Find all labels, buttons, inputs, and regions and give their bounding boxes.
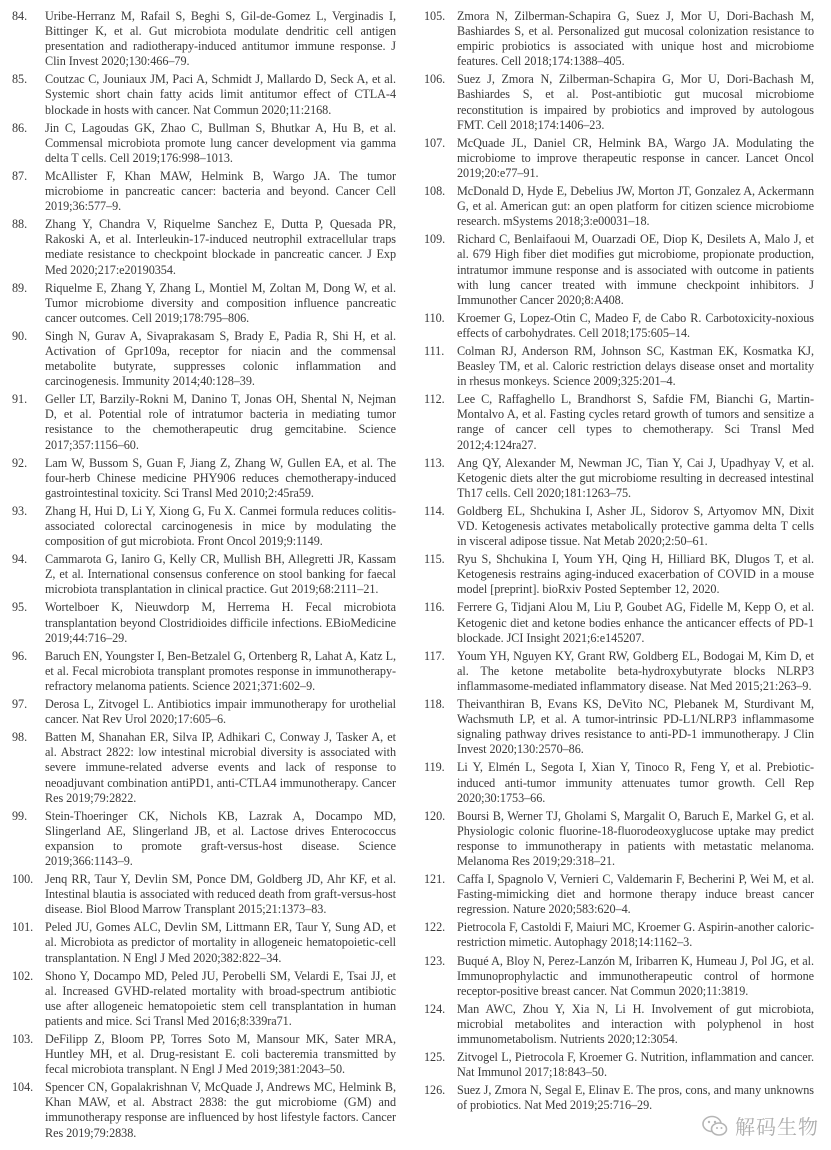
- reference-number: 119.: [424, 760, 445, 775]
- reference-item: [12, 1032, 396, 1077]
- reference-number: 111.: [424, 343, 445, 358]
- reference-item: [12, 169, 396, 214]
- reference-number: 99.: [12, 808, 28, 823]
- reference-number: 118.: [424, 697, 445, 712]
- reference-text: Suez J, Zmora N, Segal E, Elinav E. The pros, cons, and many unknowns of probiotics. Nat Med 2019;25:716–29.: [457, 1083, 814, 1113]
- reference-text: Peled JU, Gomes ALC, Devlin SM, Littmann ER, Taur Y, Sung AD, et al. Microbiota as predictor of mortality in allogeneic hematopoietic-cell transplantation. N Engl J Med 2020;382:822–34.: [45, 920, 396, 965]
- reference-number: 108.: [424, 184, 446, 199]
- reference-number: 123.: [424, 953, 446, 968]
- reference-number: 88.: [12, 217, 28, 232]
- reference-number: 113.: [424, 455, 445, 470]
- reference-item: [424, 760, 814, 805]
- reference-item: [12, 600, 396, 645]
- reference-text: Lam W, Bussom S, Guan F, Jiang Z, Zhang W, Gullen EA, et al. The four-herb Chinese medicine PHY906 reduces chemotherapy-induced gastrointestinal toxicity. Sci Transl Med 2010;2:45ra59.: [45, 455, 396, 500]
- reference-number: 110.: [424, 310, 445, 325]
- reference-text: DeFilipp Z, Bloom PP, Torres Soto M, Mansour MK, Sater MRA, Huntley MH, et al. Drug-resistant E. coli bacteremia transmitted by fecal microbiota transplant. N Engl J Med 2019;381:2043–50.: [45, 1032, 396, 1077]
- reference-item: [12, 1080, 396, 1140]
- reference-text: Colman RJ, Anderson RM, Johnson SC, Kastman EK, Kosmatka KJ, Beasley TM, et al. Caloric restriction delays disease onset and mortality in rhesus monkeys. Science 2009;325:201–4.: [457, 343, 814, 389]
- reference-item: [12, 281, 396, 326]
- reference-text: Li Y, Elmén L, Segota I, Xian Y, Tinoco R, Feng Y, et al. Prebiotic-induced anti-tumor immunity attenuates tumor growth. Cell Rep 2020;30:1753–66.: [457, 760, 814, 805]
- reference-number: 101.: [12, 920, 34, 935]
- reference-text: Suez J, Zmora N, Zilberman-Schapira G, Mor U, Dori-Bachash M, Bashiardes S, et al. Post-antibiotic gut mucosal microbiome reconstitution is impaired by probiotics and improved by autologous FMT. Cell 2018;174:1406–23.: [457, 72, 814, 132]
- reference-text: Batten M, Shanahan ER, Silva IP, Adhikari C, Conway J, Tasker A, et al. Abstract 2822: low intestinal microbial diversity is associated with severe immune-related adverse events and lack of response to neoadjuvant combination antiPD1, anti-CTLA4 immunotherapy. Cancer Res 2019;79:2822.: [45, 730, 396, 805]
- reference-number: 122.: [424, 920, 446, 935]
- reference-item: [424, 552, 814, 597]
- reference-text: Singh N, Gurav A, Sivaprakasam S, Brady E, Padia R, Shi H, et al. Activation of Gpr109a, receptor for niacin and the commensal metabolite butyrate, suppresses colonic inflammation and carcinogenesis. Immunity 2014;40:128–39.: [45, 328, 396, 389]
- reference-item: [424, 600, 814, 645]
- reference-number: 87.: [12, 168, 28, 183]
- reference-text: Shono Y, Docampo MD, Peled JU, Perobelli SM, Velardi E, Tsai JJ, et al. Increased GVHD-related mortality with broad-spectrum antibiotic use after allogeneic hematopoietic stem cell transplantation in human patients and mice. Sci Transl Med 2016;8:339ra71.: [45, 968, 396, 1028]
- reference-text: Zhang Y, Chandra V, Riquelme Sanchez E, Dutta P, Quesada PR, Rakoski A, et al. Interleukin-17-induced neutrophil extracellular traps mediate resistance to checkpoint blockade in pancreatic cancer. J Exp Med 2020;217:e20190354.: [45, 217, 396, 277]
- reference-text: Coutzac C, Jouniaux JM, Paci A, Schmidt J, Mallardo D, Seck A, et al. Systemic short chain fatty acids limit antitumor effect of CTLA-4 blockade in hosts with cancer. Nat Commun 2020;11:2168.: [45, 72, 396, 117]
- reference-text: Wortelboer K, Nieuwdorp M, Herrema H. Fecal microbiota transplantation beyond Clostridioides difficile infections. EBioMedicine 2019;44:716–29.: [45, 600, 396, 645]
- reference-number: 103.: [12, 1032, 34, 1046]
- reference-item: [12, 649, 396, 694]
- reference-number: 115.: [424, 552, 445, 567]
- reference-number: 91.: [12, 392, 28, 407]
- reference-number: 121.: [424, 872, 446, 887]
- reference-column-right: [424, 9, 814, 1116]
- reference-item: [424, 504, 814, 549]
- reference-text: Ferrere G, Tidjani Alou M, Liu P, Goubet AG, Fidelle M, Kepp O, et al. Ketogenic diet and ketone bodies enhance the anticancer effects of PD-1 blockade. JCI Insight 2021;6:e145207.: [457, 600, 814, 645]
- reference-item: [424, 872, 814, 917]
- reference-item: [12, 872, 396, 917]
- reference-text: Buqué A, Bloy N, Perez-Lanzón M, Iribarren K, Humeau J, Pol JG, et al. Immunoprophylactic and immunotherapeutic control of hormone receptor-positive breast cancer. Nat Commun 2020;11:3819.: [457, 953, 814, 998]
- reference-item: [424, 9, 814, 69]
- reference-number: 98.: [12, 730, 28, 745]
- reference-number: 97.: [12, 697, 28, 712]
- reference-item: [424, 136, 814, 181]
- reference-text: Stein-Thoeringer CK, Nichols KB, Lazrak A, Docampo MD, Slingerland AE, Slingerland JB, et al. Lactose drives Enterococcus expansion to promote graft-versus-host disease. Science 2019;366:1143–9.: [45, 808, 396, 868]
- reference-text: Derosa L, Zitvogel L. Antibiotics impair immunotherapy for urothelial cancer. Nat Rev Urol 2020;17:605–6.: [45, 697, 396, 727]
- reference-item: [424, 920, 814, 950]
- reference-text: Man AWC, Zhou Y, Xia N, Li H. Involvement of gut microbiota, microbial metabolites and interaction with polyphenol in host immunometabolism. Nutrients 2020;12:3054.: [457, 1001, 814, 1046]
- reference-item: [424, 344, 814, 389]
- reference-text: Cammarota G, Ianiro G, Kelly CR, Mullish BH, Allegretti JR, Kassam Z, et al. International consensus conference on stool banking for faecal microbiota transplantation in clinical practice. Gut 2019;68:2111–21.: [45, 552, 396, 597]
- reference-number: 105.: [424, 9, 446, 23]
- reference-number: 125.: [424, 1050, 446, 1065]
- reference-item: [12, 697, 396, 727]
- reference-item: [12, 504, 396, 549]
- reference-number: 94.: [12, 552, 28, 567]
- reference-text: Spencer CN, Gopalakrishnan V, McQuade J, Andrews MC, Helmink B, Khan MAW, et al. Abstract 2838: the gut microbiome (GM) and immunotherapy response are influenced by host lifestyle factors. Cancer Res 2019;79:2838.: [45, 1080, 396, 1140]
- reference-number: 116.: [424, 600, 445, 615]
- reference-item: [424, 232, 814, 307]
- reference-text: Youm YH, Nguyen KY, Grant RW, Goldberg EL, Bodogai M, Kim D, et al. The ketone metabolite beta-hydroxybutyrate blocks NLRP3 inflammasome-mediated inflammatory disease. Nat Med 2015;21:263–9.: [457, 648, 814, 693]
- reference-text: Richard C, Benlaifaoui M, Ouarzadi OE, Diop K, Desilets A, Malo J, et al. 679 High fiber diet modifies gut microbiome, propionate production, intratumor immune response and is associated with outcome in patients with lung cancer treated with immune checkpoint inhibitors. J Immunother Cancer 2020;8:A408.: [457, 232, 814, 307]
- reference-number: 92.: [12, 455, 28, 470]
- reference-item: [424, 1050, 814, 1080]
- reference-number: 86.: [12, 120, 28, 135]
- reference-text: McAllister F, Khan MAW, Helmink B, Wargo JA. The tumor microbiome in pancreatic cancer: bacteria and beyond. Cancer Cell 2019;36:577–9.: [45, 168, 396, 214]
- reference-item: [424, 649, 814, 694]
- reference-item: [12, 969, 396, 1029]
- reference-number: 117.: [424, 648, 445, 663]
- reference-text: Uribe-Herranz M, Rafail S, Beghi S, Gil-de-Gomez L, Verginadis I, Bittinger K, et al. Gut microbiota modulate dendritic cell antigen presentation and radiotherapy-induced antitumor immune response. J Clin Invest 2020;130:466–79.: [45, 9, 396, 69]
- reference-text: Ryu S, Shchukina I, Youm YH, Qing H, Hilliard BK, Dlugos T, et al. Ketogenesis restrains aging-induced exacerbation of COVID in a mouse model [preprint]. bioRxiv Posted September 12, 2020.: [457, 552, 814, 597]
- reference-text: McDonald D, Hyde E, Debelius JW, Morton JT, Gonzalez A, Ackermann G, et al. American gut: an open platform for citizen science microbiome research. mSystems 2018;3:e00031–18.: [457, 184, 814, 229]
- reference-item: [12, 121, 396, 166]
- reference-item: [12, 72, 396, 117]
- reference-text: Baruch EN, Youngster I, Ben-Betzalel G, Ortenberg R, Lahat A, Katz L, et al. Fecal microbiota transplant promotes response in immunotherapy-refractory melanoma patients. Science 2021;371:602–9.: [45, 648, 396, 693]
- reference-text: Zmora N, Zilberman-Schapira G, Suez J, Mor U, Dori-Bachash M, Bashiardes S, et al. Personalized gut mucosal colonization resistance to empiric probiotics is associated with unique host and microbiome features. Cell 2018;174:1388–405.: [457, 9, 814, 69]
- reference-item: [424, 456, 814, 501]
- reference-text: Ang QY, Alexander M, Newman JC, Tian Y, Cai J, Upadhyay V, et al. Ketogenic diets alter the gut microbiome resulting in decreased intestinal Th17 cells. Cell 2020;181:1263–75.: [457, 455, 814, 500]
- reference-number: 124.: [424, 1001, 446, 1016]
- reference-item: [12, 217, 396, 277]
- reference-item: [424, 697, 814, 757]
- reference-item: [424, 311, 814, 341]
- reference-text: Zitvogel L, Pietrocola F, Kroemer G. Nutrition, inflammation and cancer. Nat Immunol 2017;18:843–50.: [457, 1050, 814, 1080]
- reference-number: 95.: [12, 600, 28, 615]
- reference-number: 89.: [12, 280, 28, 295]
- reference-item: [12, 552, 396, 597]
- reference-text: McQuade JL, Daniel CR, Helmink BA, Wargo JA. Modulating the microbiome to improve therapeutic response in cancer. Lancet Oncol 2019;20:e77–91.: [457, 135, 814, 180]
- reference-text: Caffa I, Spagnolo V, Vernieri C, Valdemarin F, Becherini P, Wei M, et al. Fasting-mimicking diet and hormone therapy induce breast cancer regression. Nature 2020;583:620–4.: [457, 872, 814, 917]
- reference-item: [12, 456, 396, 501]
- reference-number: 104.: [12, 1080, 34, 1095]
- reference-item: [12, 9, 396, 69]
- reference-item: [12, 920, 396, 965]
- reference-number: 126.: [424, 1083, 446, 1098]
- reference-text: Riquelme E, Zhang Y, Zhang L, Montiel M, Zoltan M, Dong W, et al. Tumor microbiome diversity and composition influence pancreatic cancer outcomes. Cell 2019;178:795–806.: [45, 280, 396, 325]
- reference-item: [424, 184, 814, 229]
- reference-item: [424, 1083, 814, 1113]
- reference-number: 85.: [12, 72, 28, 87]
- reference-text: Zhang H, Hui D, Li Y, Xiong G, Fu X. Canmei formula reduces colitis-associated colorectal carcinogenesis in mice by modulating the composition of gut microbiota. Front Oncol 2019;9:1149.: [45, 503, 396, 549]
- reference-text: Jin C, Lagoudas GK, Zhao C, Bullman S, Bhutkar A, Hu B, et al. Commensal microbiota promote lung cancer development via gamma delta T cells. Cell 2019;176:998–1013.: [45, 120, 396, 165]
- reference-number: 109.: [424, 232, 446, 247]
- reference-item: [12, 392, 396, 452]
- reference-number: 114.: [424, 503, 445, 518]
- reference-text: Goldberg EL, Shchukina I, Asher JL, Sidorov S, Artyomov MN, Dixit VD. Ketogenesis activates metabolically protective gamma delta T cells in visceral adipose tissue. Nat Metab 2020;2:50–61.: [457, 503, 814, 549]
- reference-number: 106.: [424, 72, 446, 87]
- reference-text: Lee C, Raffaghello L, Brandhorst S, Safdie FM, Bianchi G, Martin-Montalvo A, et al. Fasting cycles retard growth of tumors and sensitize a range of cancer cell types to chemotherapy. Sci Transl Med 2012;4:124ra27.: [457, 392, 814, 452]
- reference-item: [12, 809, 396, 869]
- reference-item: [424, 1002, 814, 1047]
- reference-number: 107.: [424, 135, 446, 150]
- reference-text: Boursi B, Werner TJ, Gholami S, Margalit O, Baruch E, Markel G, et al. Physiologic colonic fluorine-18-fluorodeoxyglucose uptake may predict response to immunotherapy in patients with metastatic melanoma. Melanoma Res 2019;29:318–21.: [457, 808, 814, 868]
- reference-text: Geller LT, Barzily-Rokni M, Danino T, Jonas OH, Shental N, Nejman D, et al. Potential role of intratumor bacteria in mediating tumor resistance to the chemotherapeutic drug gemcitabine. Science 2017;357:1156–60.: [45, 392, 396, 452]
- reference-item: [424, 392, 814, 452]
- reference-number: 90.: [12, 328, 28, 343]
- reference-number: 93.: [12, 503, 28, 518]
- reference-number: 102.: [12, 968, 34, 983]
- reference-text: Kroemer G, Lopez-Otin C, Madeo F, de Cabo R. Carbotoxicity-noxious effects of carbohydrates. Cell 2018;175:605–14.: [457, 310, 814, 340]
- watermark-text: 解码生物: [735, 1115, 819, 1139]
- reference-text: Pietrocola F, Castoldi F, Maiuri MC, Kroemer G. Aspirin-another caloric-restriction mimetic. Autophagy 2018;14:1162–3.: [457, 920, 814, 950]
- reference-number: 84.: [12, 9, 28, 23]
- reference-text: Theivanthiran B, Evans KS, DeVito NC, Plebanek M, Sturdivant M, Wachsmuth LP, et al. A tumor-intrinsic PD-L1/NLRP3 inflammasome signaling pathway drives resistance to anti-PD-1 immunotherapy. J Clin Invest 2020;130:2570–86.: [457, 697, 814, 757]
- reference-number: 112.: [424, 392, 445, 407]
- reference-item: [424, 954, 814, 999]
- reference-number: 120.: [424, 808, 446, 823]
- reference-item: [424, 72, 814, 132]
- reference-column-left: [12, 9, 396, 1144]
- reference-number: 100.: [12, 872, 34, 887]
- reference-item: [12, 329, 396, 389]
- reference-item: [424, 809, 814, 869]
- reference-number: 96.: [12, 648, 28, 663]
- reference-item: [12, 730, 396, 805]
- reference-text: Jenq RR, Taur Y, Devlin SM, Ponce DM, Goldberg JD, Ahr KF, et al. Intestinal blautia is associated with reduced death from graft-versus-host disease. Biol Blood Marrow Transplant 2015;21:1373–83.: [45, 872, 396, 917]
